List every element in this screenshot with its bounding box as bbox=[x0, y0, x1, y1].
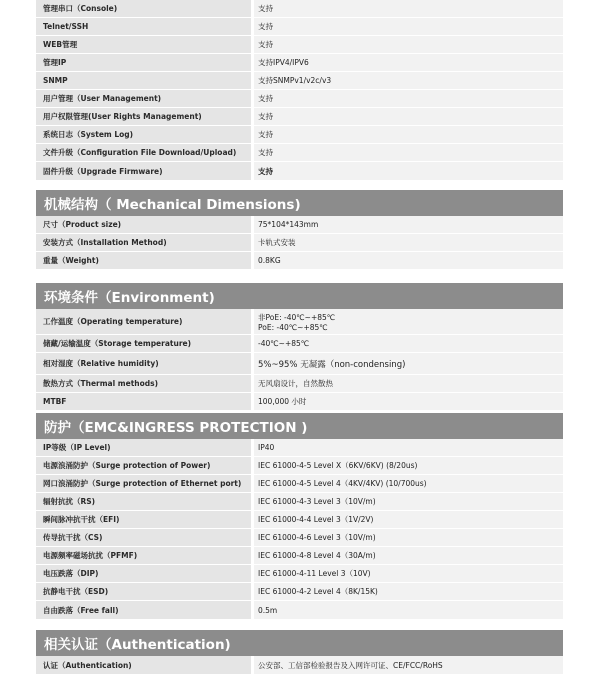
spec-row bbox=[36, 439, 563, 457]
spec-key: 抗静电干扰（ESD) bbox=[36, 583, 254, 600]
spec-row bbox=[36, 583, 563, 601]
spec-row bbox=[36, 309, 563, 335]
spec-value: IEC 61000-4-5 Level X（6KV/6KV) (8/20us) bbox=[254, 457, 563, 474]
spec-key: 固件升级（Upgrade Firmware) bbox=[36, 162, 254, 180]
spec-value: 支持 bbox=[254, 36, 563, 53]
management-section bbox=[36, 0, 563, 181]
spec-value: 支持 bbox=[254, 144, 563, 161]
authentication-section bbox=[36, 656, 563, 675]
spec-value: 0.8KG bbox=[254, 252, 563, 269]
spec-key: 电压跌落（DIP) bbox=[36, 565, 254, 582]
spec-row bbox=[36, 511, 563, 529]
spec-key: 瞬间脉冲抗干扰（EFI) bbox=[36, 511, 254, 528]
environment-section bbox=[36, 309, 563, 411]
spec-key: 管理串口（Console) bbox=[36, 0, 254, 17]
spec-value: IEC 61000-4-2 Level 4（8K/15K) bbox=[254, 583, 563, 600]
spec-key: 传导抗干扰（CS) bbox=[36, 529, 254, 546]
spec-value: IEC 61000-4-5 Level 4（4KV/4KV) (10/700us) bbox=[254, 475, 563, 492]
spec-row bbox=[36, 656, 563, 675]
spec-value: 支持 bbox=[254, 162, 563, 180]
section-title-emc: 防护（EMC&INGRESS PROTECTION ) bbox=[36, 413, 563, 439]
spec-key: 尺寸（Product size) bbox=[36, 216, 254, 233]
spec-key: 相对湿度（Relative humidity) bbox=[36, 353, 254, 374]
spec-key: 电源浪涌防护（Surge protection of Power) bbox=[36, 457, 254, 474]
spec-row bbox=[36, 144, 563, 162]
spec-value: 0.5m bbox=[254, 601, 563, 619]
spec-value: 支持 bbox=[254, 18, 563, 35]
spec-row bbox=[36, 475, 563, 493]
spec-value: IEC 61000-4-6 Level 3（10V/m) bbox=[254, 529, 563, 546]
spec-row bbox=[36, 565, 563, 583]
spec-value: 无风扇设计，自然散热 bbox=[254, 375, 563, 392]
spec-row bbox=[36, 234, 563, 252]
spec-key: WEB管理 bbox=[36, 36, 254, 53]
spec-key: 储藏/运输温度（Storage temperature) bbox=[36, 335, 254, 352]
spec-row bbox=[36, 529, 563, 547]
spec-row bbox=[36, 0, 563, 18]
spec-value: 75*104*143mm bbox=[254, 216, 563, 233]
spec-key: 自由跌落（Free fall) bbox=[36, 601, 254, 619]
spec-row bbox=[36, 393, 563, 411]
spec-value: 支持SNMPv1/v2c/v3 bbox=[254, 72, 563, 89]
spec-value: IEC 61000-4-4 Level 3（1V/2V) bbox=[254, 511, 563, 528]
spec-row bbox=[36, 36, 563, 54]
spec-value: 支持 bbox=[254, 126, 563, 143]
spec-row bbox=[36, 18, 563, 36]
spec-value: 卡轨式安装 bbox=[254, 234, 563, 251]
spec-key: 系统日志（System Log) bbox=[36, 126, 254, 143]
spec-row bbox=[36, 54, 563, 72]
operating-temp-line-1: 非PoE: -40℃~+85℃ bbox=[258, 312, 336, 322]
section-title-mechanical: 机械结构（ Mechanical Dimensions) bbox=[36, 190, 563, 216]
spec-row bbox=[36, 457, 563, 475]
spec-value: -40℃~+85℃ bbox=[254, 335, 563, 352]
spec-row bbox=[36, 335, 563, 353]
spec-key: Telnet/SSH bbox=[36, 18, 254, 35]
spec-value bbox=[254, 309, 563, 334]
spec-key: 散热方式（Thermal methods) bbox=[36, 375, 254, 392]
spec-value: 公安部、工信部检验报告及入网许可证、CE/FCC/RoHS bbox=[254, 656, 563, 674]
spec-value: IEC 61000-4-11 Level 3（10V) bbox=[254, 565, 563, 582]
spec-row bbox=[36, 493, 563, 511]
spec-row bbox=[36, 353, 563, 375]
spec-key: 工作温度（Operating temperature) bbox=[36, 309, 254, 334]
spec-key: IP等级（IP Level) bbox=[36, 439, 254, 456]
spec-value: 支持 bbox=[254, 90, 563, 107]
emc-section bbox=[36, 439, 563, 620]
spec-row bbox=[36, 90, 563, 108]
spec-row bbox=[36, 108, 563, 126]
spec-key: 管理IP bbox=[36, 54, 254, 71]
spec-key: 辐射抗扰（RS) bbox=[36, 493, 254, 510]
spec-key: 文件升级（Configuration File Download/Upload) bbox=[36, 144, 254, 161]
spec-value: 5%~95% 无凝露（non-condensing) bbox=[254, 353, 563, 374]
spec-row bbox=[36, 126, 563, 144]
spec-row bbox=[36, 162, 563, 181]
section-title-environment: 环境条件（Environment) bbox=[36, 283, 563, 309]
spec-value: IP40 bbox=[254, 439, 563, 456]
section-title-authentication: 相关认证（Authentication) bbox=[36, 630, 563, 656]
mechanical-section bbox=[36, 216, 563, 270]
spec-row bbox=[36, 547, 563, 565]
spec-row bbox=[36, 216, 563, 234]
spec-key: 用户管理（User Management) bbox=[36, 90, 254, 107]
spec-key: 电源频率磁场抗扰（PFMF) bbox=[36, 547, 254, 564]
spec-row bbox=[36, 601, 563, 620]
spec-value: 支持 bbox=[254, 0, 563, 17]
spec-key: SNMP bbox=[36, 72, 254, 89]
spec-row bbox=[36, 375, 563, 393]
spec-value: IEC 61000-4-8 Level 4（30A/m) bbox=[254, 547, 563, 564]
spec-key: 网口浪涌防护（Surge protection of Ethernet port) bbox=[36, 475, 254, 492]
spec-row bbox=[36, 252, 563, 270]
spec-value: 支持IPV4/IPV6 bbox=[254, 54, 563, 71]
operating-temp-line-2: PoE: -40℃~+85℃ bbox=[258, 322, 328, 332]
spec-key: 用户权限管理(User Rights Management) bbox=[36, 108, 254, 125]
spec-value: 支持 bbox=[254, 108, 563, 125]
spec-key: 重量（Weight) bbox=[36, 252, 254, 269]
spec-value: 100,000 小时 bbox=[254, 393, 563, 410]
spec-value: IEC 61000-4-3 Level 3（10V/m) bbox=[254, 493, 563, 510]
spec-key: 认证（Authentication) bbox=[36, 656, 254, 674]
spec-key: MTBF bbox=[36, 393, 254, 410]
spec-key: 安装方式（Installation Method) bbox=[36, 234, 254, 251]
spec-row bbox=[36, 72, 563, 90]
